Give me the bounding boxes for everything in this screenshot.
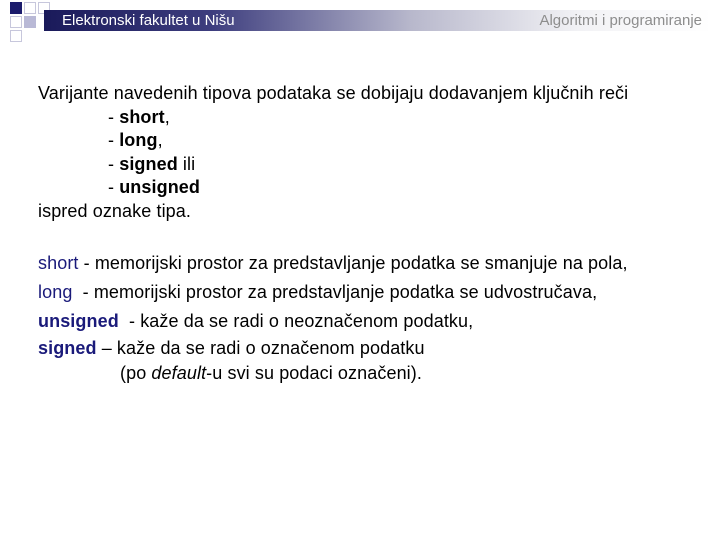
keyword: short xyxy=(119,106,165,127)
header-course-title: Algoritmi i programiranje xyxy=(539,12,702,29)
intro-text: Varijante navedenih tipova podataka se dobijaju dodavanjem ključnih reči xyxy=(38,83,629,103)
list-prefix: - xyxy=(108,153,120,174)
definition-line xyxy=(38,307,708,336)
keyword: long xyxy=(119,130,158,150)
definition-line xyxy=(38,336,708,361)
corner-square xyxy=(24,16,36,28)
corner-square xyxy=(10,16,22,28)
keyword: long xyxy=(38,282,73,302)
slide-body xyxy=(38,82,708,386)
list-suffix: ili xyxy=(177,153,196,174)
default-note: (po default-u svi su podaci označeni). xyxy=(120,363,422,383)
list-prefix: - xyxy=(108,106,120,127)
list-suffix: , xyxy=(164,106,170,127)
definition-text: - kaže da se radi o neoznačenom podatku, xyxy=(118,311,474,331)
definition-line xyxy=(38,249,708,278)
header-institution: Elektronski fakultet u Nišu xyxy=(62,12,235,29)
definition-text: - memorijski prostor za predstavljanje podatka se smanjuje na pola, xyxy=(78,253,628,273)
default-italic: default xyxy=(151,363,207,383)
keyword: unsigned xyxy=(119,177,201,197)
definitions xyxy=(38,249,708,386)
list-item xyxy=(38,106,708,130)
keyword: unsigned xyxy=(38,311,119,331)
list-prefix: - xyxy=(108,130,120,150)
definition-text: – kaže da se radi o označenom podatku xyxy=(96,338,425,358)
list-item xyxy=(38,153,708,177)
definition-text: - memorijski prostor za predstavljanje podatka se udvostručava, xyxy=(72,282,598,302)
list-prefix: - xyxy=(108,177,120,197)
corner-square xyxy=(10,2,22,14)
outro-text: ispred oznake tipa. xyxy=(38,200,191,221)
list-item xyxy=(38,129,708,153)
definition-line xyxy=(38,278,708,307)
corner-square xyxy=(24,2,36,14)
corner-square xyxy=(10,30,22,42)
keyword: short xyxy=(38,253,79,273)
list-item xyxy=(38,176,708,200)
list-suffix: , xyxy=(157,130,163,150)
keyword: signed xyxy=(38,338,97,358)
keyword: signed xyxy=(119,153,178,174)
